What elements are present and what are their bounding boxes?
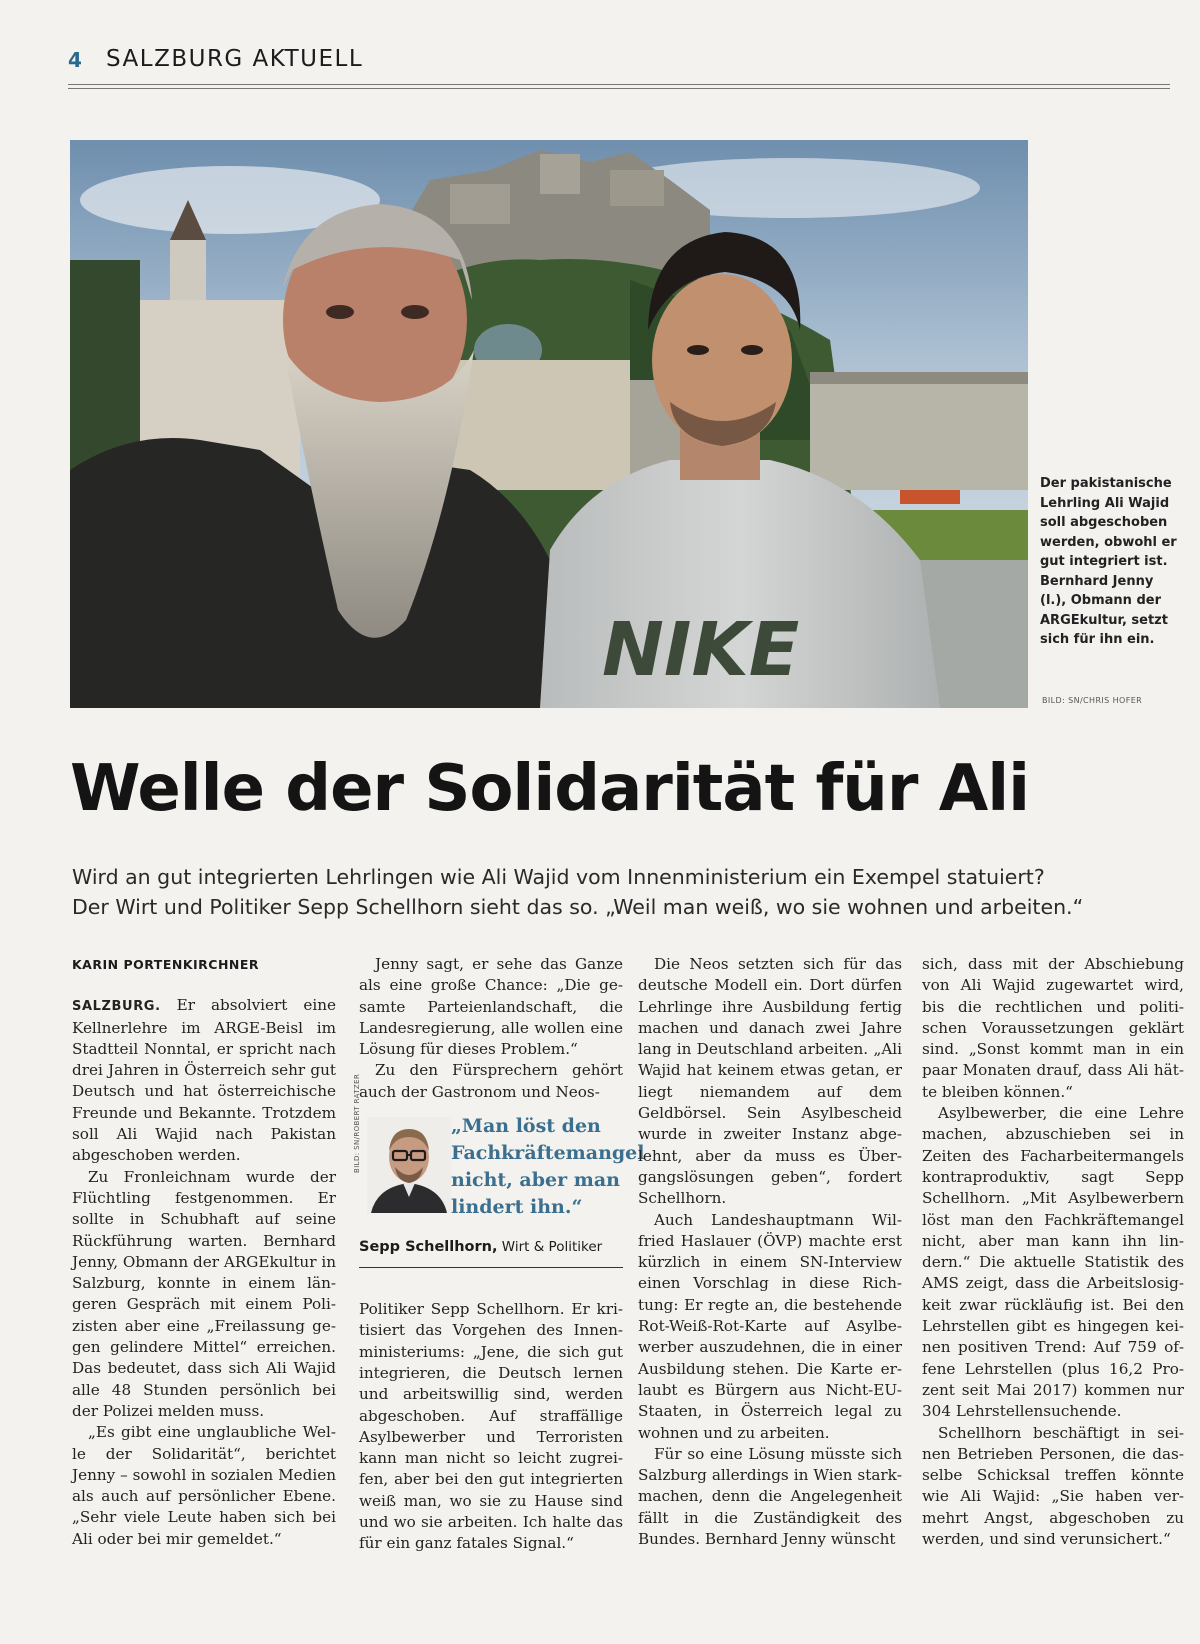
paragraph: „Es gibt eine unglaubliche Welle der Solidarität“, berichtet Jenny – sowohl in sozialen Medien als auch auf persönlicher Ebene. „Sehr viele Leute haben sich bei Ali oder bei mir gemeldet.“ bbox=[72, 1423, 336, 1548]
paragraph: Auch Landeshauptmann Wilfried Haslauer (ÖVP) machte erst kürzlich in einem SN-Interview einen Vorschlag in diese Richtung: Er regte an, die bestehende Rot-Weiß-Rot-Karte auf Asylbewerber auszudehnen, die in einer Ausbildung stehen. Die Karte erlaubt es Bürgern aus Nicht-EU-Staaten, in Österreich legal zu wohnen und zu arbeiten. bbox=[638, 1210, 902, 1442]
quote-text: „Man löst den Fachkräftemangel nicht, aber man lindert ihn.“ bbox=[451, 1115, 645, 1219]
section-title: SALZBURG AKTUELL bbox=[106, 46, 364, 72]
article-lead bbox=[72, 862, 1172, 922]
article-headline: Welle der Solidarität für Ali bbox=[70, 752, 1030, 826]
paragraph: Die Neos setzten sich für das deutsche Modell ein. Dort dürfen Lehrlinge ihre Ausbildung fertig machen und danach zwei Jahre lang in Deutschland arbeiten. „Ali Wajid hat keinem etwas getan, er liegt niemandem auf dem Geldbörsel. Sein Asylbescheid wurde in zweiter Instanz abgelehnt, aber da muss es Übergangslösungen geben“, fordert Schellhorn. bbox=[638, 955, 902, 1208]
paragraph: sich, dass mit der Abschiebung von Ali Wajid zugewartet wird, bis die rechtlichen und politischen Voraussetzungen geklärt sind. „Sonst kommt man in ein paar Monaten drauf, dass Ali hätte bleiben können.“ bbox=[922, 955, 1184, 1101]
paragraph: Zu Fronleichnam wurde der Flüchtling festgenommen. Er sollte in Schubhaft auf seine Rückführung warten. Bernhard Jenny, Obmann der ARGEkultur in Salzburg, konnte in einem längeren Gespräch mit einem Polizisten aber eine „Freilassung gegen gelindere Mittel“ erreichen. Das bedeutet, dass sich Ali Wajid alle 48 Stunden persönlich bei der Polizei melden muss. bbox=[72, 1167, 336, 1420]
paragraph: Politiker Sepp Schellhorn. Er kritisiert das Vorgehen des Innenministeriums: „Jene, die sich gut integrieren, die Deutsch lernen und arbeitswillig sind, werden abgeschoben. Auf straffällige Asylbewerber und Terroristen kann man nicht so leicht zugreifen, aber bei den gut integrierten weiß man, wo sie zu Hause sind und wo sie arbeiten. Ich halte das für ein ganz fatales Signal.“ bbox=[359, 1300, 623, 1553]
header-rule-top bbox=[68, 84, 1170, 85]
article-column-1 bbox=[72, 954, 336, 1550]
paragraph: Für so eine Lösung müsste sich Salzburg allerdings in Wien starkmachen, denn die Angelegenheit fällt in die Zuständigkeit des Bundes. Bernhard Jenny wünscht bbox=[638, 1444, 902, 1549]
article-column-4 bbox=[922, 954, 1184, 1550]
author-byline: KARIN PORTENKIRCHNER bbox=[72, 957, 260, 972]
portrait-image bbox=[367, 1117, 451, 1213]
article-photo bbox=[70, 140, 1028, 708]
header-rule-bottom bbox=[68, 88, 1170, 89]
paragraph: Asylbewerber, die eine Lehre machen, abzuschieben sei in Zeiten des Facharbeitermangels kontraproduktiv, sagt Sepp Schellhorn. „Mit Asylbewerbern löst man den Fachkräftemangel nicht, aber man kann ihn lindern.“ Die aktuelle Statistik des AMS zeigt, dass die Arbeitslosigkeit zwar rückläufig ist. Bei den Lehrstellen gibt es hingegen keinen positiven Trend: Auf 759 offene Lehrstellen (plus 16,2 Prozent seit Mai 2017) kommen nur 304 Lehrstellensuchende. bbox=[922, 1104, 1184, 1421]
lead-line-2: Der Wirt und Politiker Sepp Schellhorn sieht das so. „Weil man weiß, wo sie wohnen und arbeiten.“ bbox=[72, 895, 1084, 919]
quote-role: Wirt & Politiker bbox=[501, 1239, 603, 1256]
photo-caption: Der pakistanische Lehrling Ali Wajid soll abgeschoben werden, obwohl er gut integriert ist. Bernhard Jenny (l.), Obmann der ARGEkultur, setzt sich für ihn ein. bbox=[1040, 476, 1177, 647]
photo-credit: BILD: SN/CHRIS HOFER bbox=[1042, 696, 1143, 705]
quote-name: Sepp Schellhorn, bbox=[359, 1239, 498, 1256]
paragraph: Schellhorn beschäftigt in seinen Betrieben Personen, die dasselbe Schicksal treffen könnte wie Ali Wajid: „Sie haben vermehrt Angst, abgeschoben zu werden, und sind verunsichert.“ bbox=[922, 1423, 1184, 1549]
paragraph: Zu den Fürsprechern gehört auch der Gastronom und Neos- bbox=[359, 1061, 623, 1101]
paragraph bbox=[72, 995, 336, 1166]
quote-rule bbox=[359, 1267, 623, 1268]
quote-attribution bbox=[359, 1237, 623, 1258]
lead-line-1: Wird an gut integrierten Lehrlingen wie Ali Wajid vom Innenministerium ein Exempel statuiert? bbox=[72, 865, 1045, 889]
paragraph: Jenny sagt, er sehe das Ganze als eine große Chance: „Die gesamte Parteienlandschaft, die Landesregierung, alle wollen eine Lösung für dieses Problem.“ bbox=[359, 955, 623, 1059]
shirt-logo-text: NIKE bbox=[602, 607, 800, 693]
paragraph-text: Er absolviert eine Kellnerlehre im ARGE-Beisl im Stadtteil Nonntal, er spricht nach drei Jahren in Österreich sehr gut Deutsch und hat österreichische Freunde und Bekannte. Trotzdem soll Ali Wajid nach Pakistan abgeschoben werden. bbox=[72, 996, 336, 1165]
article-column-3 bbox=[638, 954, 902, 1550]
portrait-credit: BILD: SN/ROBERT RATZER bbox=[353, 1073, 361, 1174]
page-header bbox=[68, 44, 1170, 84]
article-column-2 bbox=[353, 954, 645, 1555]
page-number: 4 bbox=[68, 48, 82, 72]
dateline: SALZBURG. bbox=[72, 999, 161, 1015]
